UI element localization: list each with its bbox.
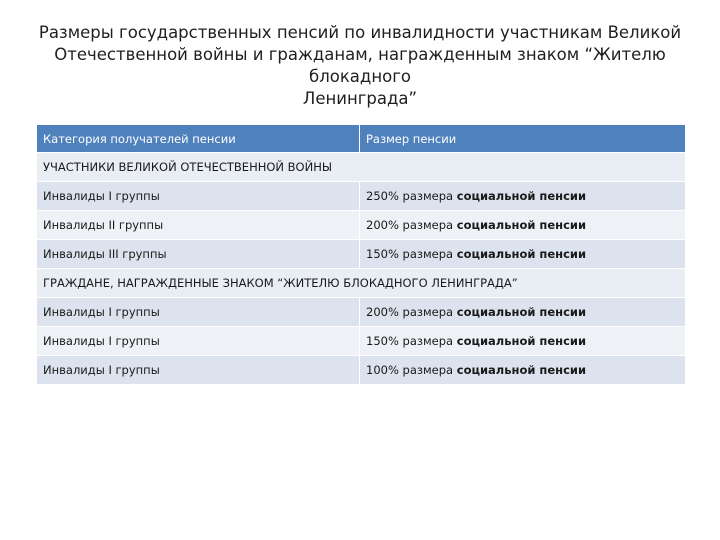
category-cell: Инвалиды I группы [37,182,360,211]
amount-cell [360,327,685,356]
amount-cell [360,240,685,269]
category-cell: Инвалиды II группы [37,211,360,240]
table-row [37,298,685,327]
header-category: Категория получателей пенсии [37,125,360,153]
amount-percent: 150% размера [366,247,457,261]
table-row [37,182,685,211]
title-line-1: Размеры государственных пенсий по инвалидности участникам Великой [38,23,682,42]
amount-cell [360,356,685,385]
section-row-veterans [37,153,685,182]
amount-basis: социальной пенсии [456,189,587,203]
category-cell: Инвалиды III группы [37,240,360,269]
pension-table [37,125,685,385]
table-row [37,327,685,356]
amount-percent: 100% размера [366,363,457,377]
header-amount: Размер пенсии [360,125,685,153]
amount-percent: 250% размера [366,189,457,203]
amount-basis: социальной пенсии [456,218,587,232]
amount-basis: социальной пенсии [456,334,587,348]
amount-cell [360,298,685,327]
table-row [37,211,685,240]
category-cell: Инвалиды I группы [37,356,360,385]
amount-basis: социальной пенсии [456,247,587,261]
amount-percent: 200% размера [366,305,457,319]
table-row [37,356,685,385]
amount-cell [360,211,685,240]
amount-basis: социальной пенсии [456,305,587,319]
amount-percent: 200% размера [366,218,457,232]
category-cell: Инвалиды I группы [37,298,360,327]
title-line-2: Отечественной войны и гражданам, награжденным знаком “Жителю блокадного [54,45,666,86]
category-cell: Инвалиды I группы [37,327,360,356]
amount-percent: 150% размера [366,334,457,348]
section-heading: УЧАСТНИКИ ВЕЛИКОЙ ОТЕЧЕСТВЕННОЙ ВОЙНЫ [37,153,685,182]
amount-cell [360,182,685,211]
title-line-3: Ленинграда” [302,89,418,108]
amount-basis: социальной пенсии [456,363,587,377]
page-title [30,22,690,110]
section-row-blockade [37,269,685,298]
section-heading: ГРАЖДАНЕ, НАГРАЖДЕННЫЕ ЗНАКОМ “ЖИТЕЛЮ БЛОКАДНОГО ЛЕНИНГРАДА” [37,269,685,298]
table-row [37,240,685,269]
table-header-row [37,125,685,153]
